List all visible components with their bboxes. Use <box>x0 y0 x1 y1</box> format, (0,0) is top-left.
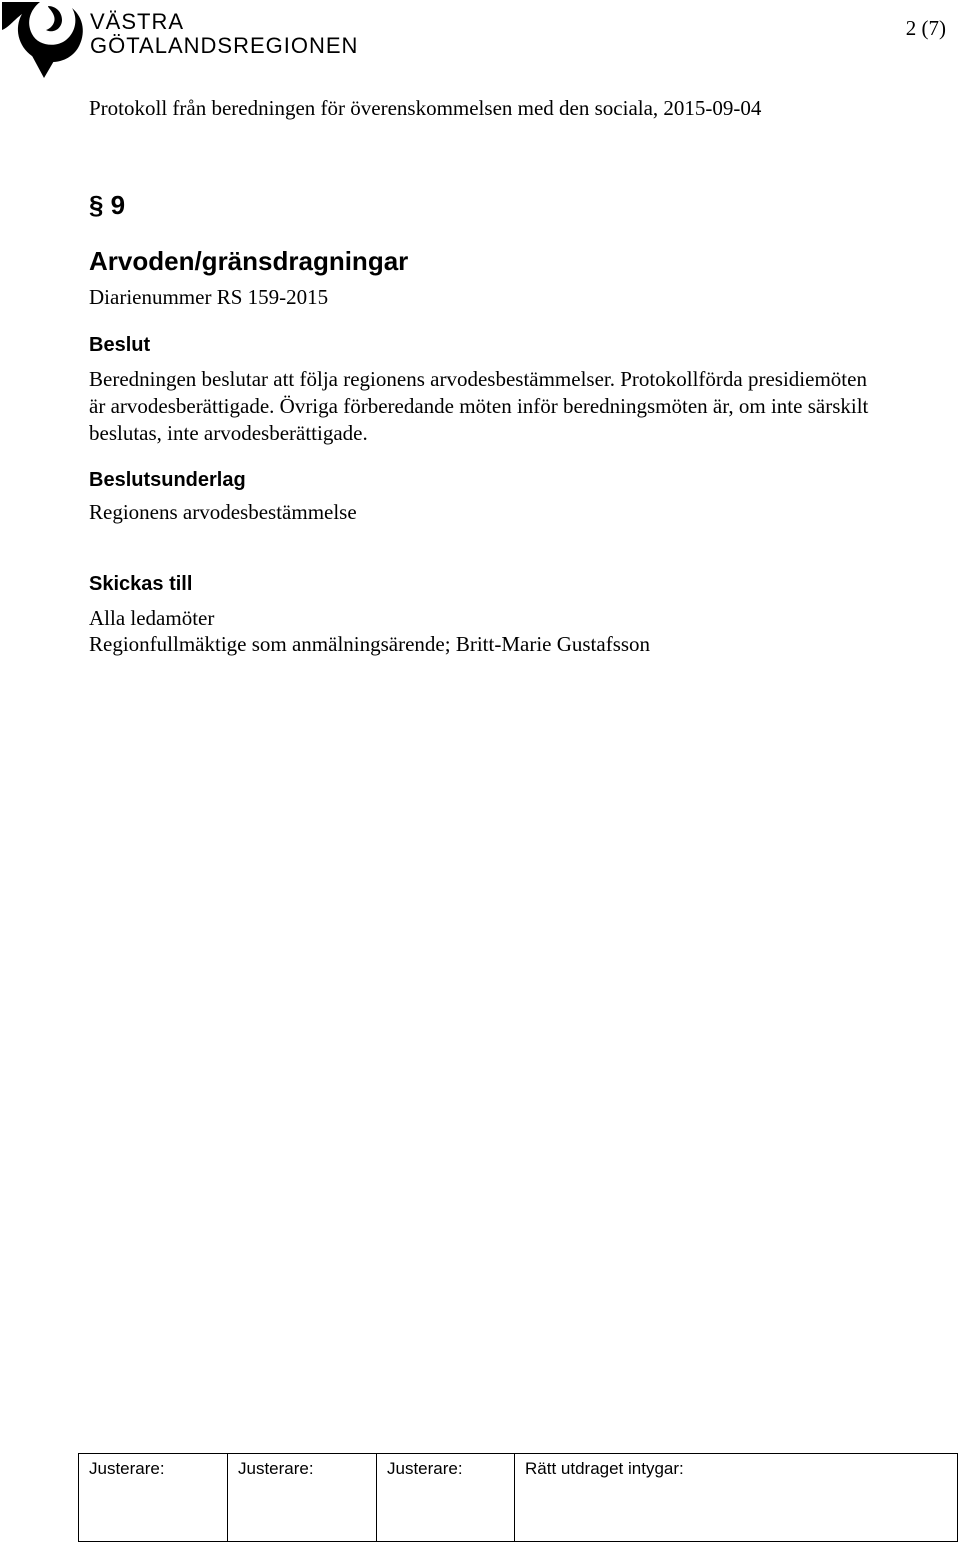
signature-cell-ratt-utdraget: Rätt utdraget intygar: <box>515 1454 958 1542</box>
signature-table <box>78 1453 958 1542</box>
logo-text-line2: GÖTALANDSREGIONEN <box>90 33 359 58</box>
region-logo <box>0 0 380 80</box>
recipient-line: Regionfullmäktige som anmälningsärende; Britt-Marie Gustafsson <box>89 632 651 656</box>
logo-emblem-icon <box>0 0 88 80</box>
signature-cell-justerare: Justerare: <box>79 1454 228 1542</box>
signature-cell-justerare: Justerare: <box>377 1454 515 1542</box>
beslut-label: Beslut <box>89 334 151 356</box>
section-heading: Arvoden/gränsdragningar <box>89 246 409 276</box>
beslutsunderlag-label: Beslutsunderlag <box>89 469 246 491</box>
section-number: § 9 <box>89 190 126 220</box>
diarienummer: Diarienummer RS 159-2015 <box>89 285 329 309</box>
page-number: 2 (7) <box>905 16 946 40</box>
signature-cell-justerare: Justerare: <box>228 1454 377 1542</box>
beslutsunderlag-text: Regionens arvodesbestämmelse <box>89 500 357 524</box>
logo-text-line1: VÄSTRA <box>90 9 185 34</box>
beslut-text: Beredningen beslutar att följa regionens arvodesbestämmelser. Protokollförda presidiemöten är arvodesberättigade. Övriga förberedande möten inför beredningsmöten är, om inte särskilt beslutas, inte arvodesberättigade. <box>89 367 869 445</box>
recipient-line: Alla ledamöter <box>89 606 215 630</box>
protocol-header-title: Protokoll från beredningen för överenskommelsen med den sociala, 2015-09-04 <box>89 96 762 120</box>
skickas-till-label: Skickas till <box>89 573 193 595</box>
